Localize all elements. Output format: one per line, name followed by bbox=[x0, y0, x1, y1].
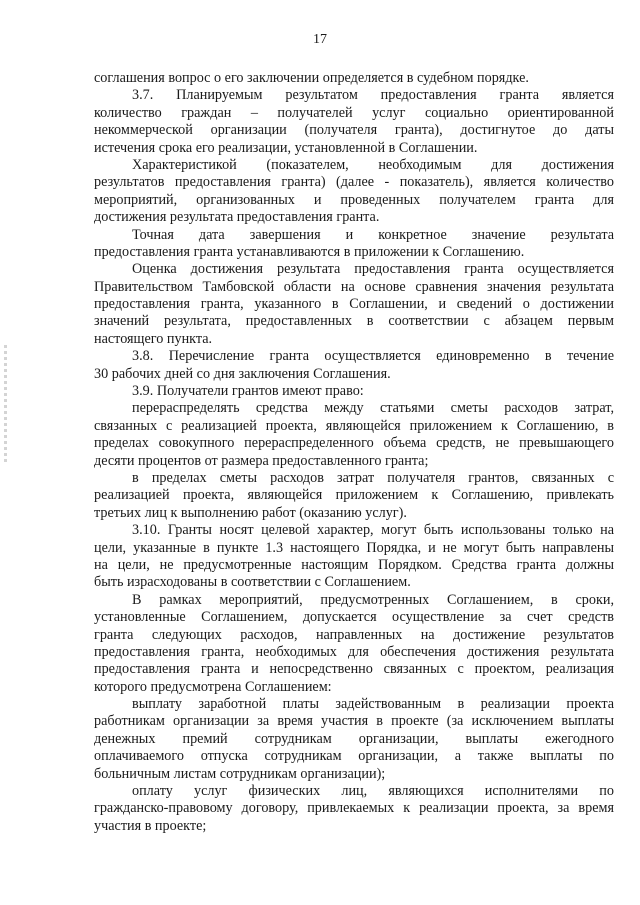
text-line: установленные Соглашением, допускается осуществление за счет средств bbox=[94, 609, 614, 626]
text-line: третьих лиц к выполнению работ (оказанию услуг). bbox=[94, 504, 407, 521]
text-line: быть израсходованы в соответствии с Соглашением. bbox=[94, 574, 411, 591]
text-line: истечения срока его реализации, установленной в Соглашении. bbox=[94, 139, 478, 156]
text-line: больничным листам сотрудникам организации); bbox=[94, 765, 386, 782]
text-line: связанных с реализацией проекта, являющейся приложением к Соглашению, в bbox=[94, 417, 614, 434]
text-line: участия в проекте; bbox=[94, 817, 207, 834]
page-number: 17 bbox=[313, 32, 327, 47]
text-line: пределах совокупного перераспределенного объема средств, не превышающего bbox=[94, 435, 614, 452]
text-line: количество граждан – получателей услуг социально ориентированной bbox=[94, 104, 614, 121]
text-line: предоставления гранта, необходимых для обеспечения достижения результата bbox=[94, 643, 614, 660]
text-line: реализацией проекта, являющейся приложением к Соглашению, привлекать bbox=[94, 487, 614, 504]
text-line: достижения результата предоставления гранта. bbox=[94, 209, 380, 226]
text-line: десяти процентов от размера предоставленного гранта; bbox=[94, 452, 429, 469]
text-line: результатов предоставления гранта) (далее - показатель), является количество bbox=[94, 174, 614, 191]
text-line: 3.9. Получатели грантов имеют право: bbox=[132, 383, 364, 400]
text-line: гражданско-правовому договору, привлекаемых к реализации проекта, за время bbox=[94, 800, 614, 817]
text-line: мероприятий, организованных и проведенных получателем гранта для bbox=[94, 191, 614, 208]
text-line: Оценка достижения результата предоставления гранта осуществляется bbox=[132, 261, 614, 278]
text-line: 3.7. Планируемым результатом предоставления гранта является bbox=[132, 87, 614, 104]
text-line: оплачиваемого отпуска сотрудникам организации, а также выплаты по bbox=[94, 748, 614, 765]
text-line: гранта следующих расходов, направленных на достижение результатов bbox=[94, 626, 614, 643]
text-line: 3.8. Перечисление гранта осуществляется единовременно в течение bbox=[132, 348, 614, 365]
margin-scan-mark bbox=[4, 345, 7, 465]
text-line: некоммерческой организации (получателя гранта), достигнутое до даты bbox=[94, 122, 614, 139]
text-line: Точная дата завершения и конкретное значение результата bbox=[132, 226, 614, 243]
document-body bbox=[94, 70, 614, 835]
text-line: значений результата, предоставленных в соответствии с абзацем первым bbox=[94, 313, 614, 330]
text-line: цели, указанные в пункте 1.3 настоящего Порядка, и не могут быть направлены bbox=[94, 539, 614, 556]
text-line: в пределах сметы расходов затрат получателя грантов, связанных с bbox=[132, 469, 614, 486]
text-line: которого предусмотрена Соглашением: bbox=[94, 678, 332, 695]
text-line: на цели, не предусмотренные настоящим Порядком. Средства гранта должны bbox=[94, 556, 614, 573]
text-line: Характеристикой (показателем, необходимым для достижения bbox=[132, 156, 614, 173]
text-line: Правительством Тамбовской области на основе сравнения значения результата bbox=[94, 278, 614, 295]
text-line: оплату услуг физических лиц, являющихся исполнителями по bbox=[132, 783, 614, 800]
text-line: В рамках мероприятий, предусмотренных Соглашением, в сроки, bbox=[132, 591, 614, 608]
text-line: работникам организации за время участия в проекте (за исключением выплаты bbox=[94, 713, 614, 730]
text-line: 3.10. Гранты носят целевой характер, могут быть использованы только на bbox=[132, 522, 614, 539]
text-line: настоящего пункта. bbox=[94, 330, 213, 347]
text-line: соглашения вопрос о его заключении определяется в судебном порядке. bbox=[94, 70, 529, 86]
text-line: выплату заработной платы задействованным в реализации проекта bbox=[132, 696, 614, 713]
text-line: предоставления гранта устанавливаются в приложении к Соглашению. bbox=[94, 243, 525, 260]
text-line: предоставления гранта и непосредственно связанных с проектом, реализация bbox=[94, 661, 614, 678]
text-line: денежных премий сотрудникам организации, выплаты ежегодного bbox=[94, 730, 614, 747]
text-line: перераспределять средства между статьями сметы расходов затрат, bbox=[132, 400, 614, 417]
text-line: предоставления гранта, указанного в Соглашении, и сведений о достижении bbox=[94, 296, 614, 313]
text-line: 30 рабочих дней со дня заключения Соглашения. bbox=[94, 365, 391, 382]
